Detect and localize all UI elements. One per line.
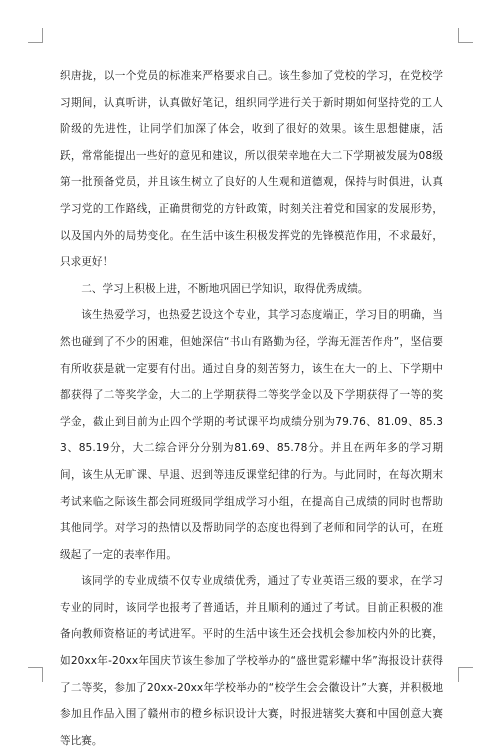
paragraph-party-membership: 织唐拢，以一个党员的标准来严格要求自己。该生参加了党校的学习，在党校学习期间，认真听讲，认真做好笔记，组织同学进行关于新时期如何坚持党的工人阶级的先进性，让同学们加深了体会，收到了很好的效果。该生思想健康，活跃，常常能提出一些好的意见和建议，所以很荣幸地在大二下学期被发展为08级第一批预备党员，并且该生树立了良好的人生观和道德观，保持与时俱进，认真学习党的工作路线，正确贯彻党的方针政策，时刻关注着党和国家的发展形势，以及国内外的局势变化。在生活中该生积极发挥党的先锋模范作用，不求最好，只求更好！ [60,70,443,269]
crop-mark-bottom-right [458,667,473,682]
paragraph-study-performance: 该生热爱学习，也热爱艺设这个专业，其学习态度端正，学习目的明确，当然也碰到了不少的困难，但她深信“书山有路勤为径，学海无涯苦作舟”，坚信要有所收获是就一定要有付出。通过自身的刻苦努力，该生在大一的上、下学期中都获得了二等奖学金，大二的上学期获得二等奖学金以及下学期获得了一等的奖学金，截止到目前为止四个学期的考试课平均成绩分别为79.76、81.09、85.33、85.19分，大二综合评分分别为81.69、85.78分。并且在两年多的学习期间，该生从无旷课、早退、迟到等违反课堂纪律的行为。与此同时，在每次期末考试来临之际该生都会同班级同学组成学习小组，在提高自己成绩的同时也帮助其他同学。对学习的热情以及帮助同学的态度也得到了老师和同学的认可，在班级起了一定的表率作用。 [60,309,443,561]
crop-mark-top-right [458,28,473,43]
crop-mark-bottom-left [28,667,43,682]
crop-mark-top-left [28,28,43,43]
section-heading-study: 二、学习上积极上进，不断地巩固已学知识，取得优秀成绩。 [81,282,369,295]
paragraph-professional-achievements: 该同学的专业成绩不仅专业成绩优秀，通过了专业英语三级的要求，在学习专业的同时，该同学也报考了普通话，并且顺利的通过了考试。目前正积极的准备向教师资格证的考试进军。平时的生活中该生还会找机会参加校内外的比赛，如20xx年-20xx年国庆节该生参加了学校举办的“盛世霓彩耀中华”海报设计获得了二等奖，参加了20xx-20xx年学校举办的“校学生会会徽设计”大赛，并积极地参加且作品入围了赣州市的橙乡标识设计大赛，时报进辖奖大赛和中国创意大赛等比赛。 [60,575,443,747]
document-body [60,63,443,754]
